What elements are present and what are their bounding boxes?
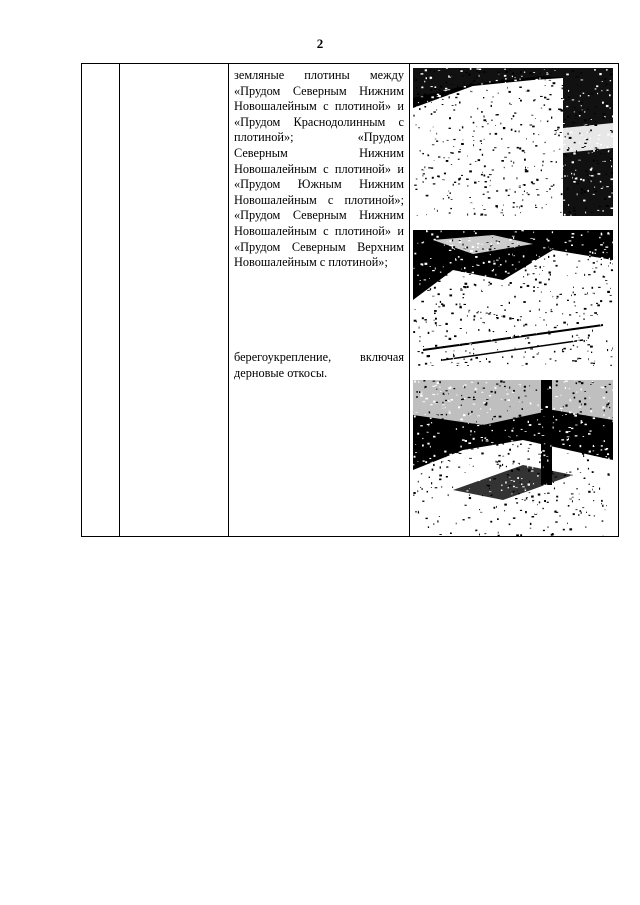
description-line: «Прудом Южным Нижним [234, 177, 404, 192]
description-line: «Прудом Краснодолинным с [234, 114, 404, 129]
column-divider [409, 64, 410, 536]
description-line: Новошалейным с плотиной» и [234, 99, 404, 114]
description-line: «Прудом Северным Нижним [234, 83, 404, 98]
document-table [81, 63, 619, 537]
column-divider [228, 64, 229, 536]
page-number: 2 [316, 36, 324, 51]
description-line: Северным Нижним [234, 145, 404, 160]
stream-bank-with-tree-photo [413, 380, 613, 536]
description-line: Новошалейным с плотиной» и [234, 161, 404, 176]
description-line: дерновые откосы. [234, 365, 328, 380]
dam-embankment-photo [413, 68, 613, 216]
description-line: «Прудом Северным Нижним [234, 208, 404, 223]
description-line: плотиной»; «Прудом [234, 130, 404, 145]
bank-protection-description [234, 350, 404, 381]
description-line: Новошалейным с плотиной» и [234, 223, 404, 238]
description-line: земляные плотины между [234, 68, 404, 82]
description-line: Новошалейным с плотиной»; [234, 255, 388, 270]
description-line: берегоукрепление, включая [234, 350, 404, 364]
vegetated-slope-photo [413, 230, 613, 366]
description-line: Новошалейным с плотиной»; [234, 192, 404, 207]
dams-description [234, 68, 404, 271]
column-divider [119, 64, 120, 536]
description-line: «Прудом Северным Верхним [234, 239, 404, 254]
description-cell [234, 68, 404, 380]
